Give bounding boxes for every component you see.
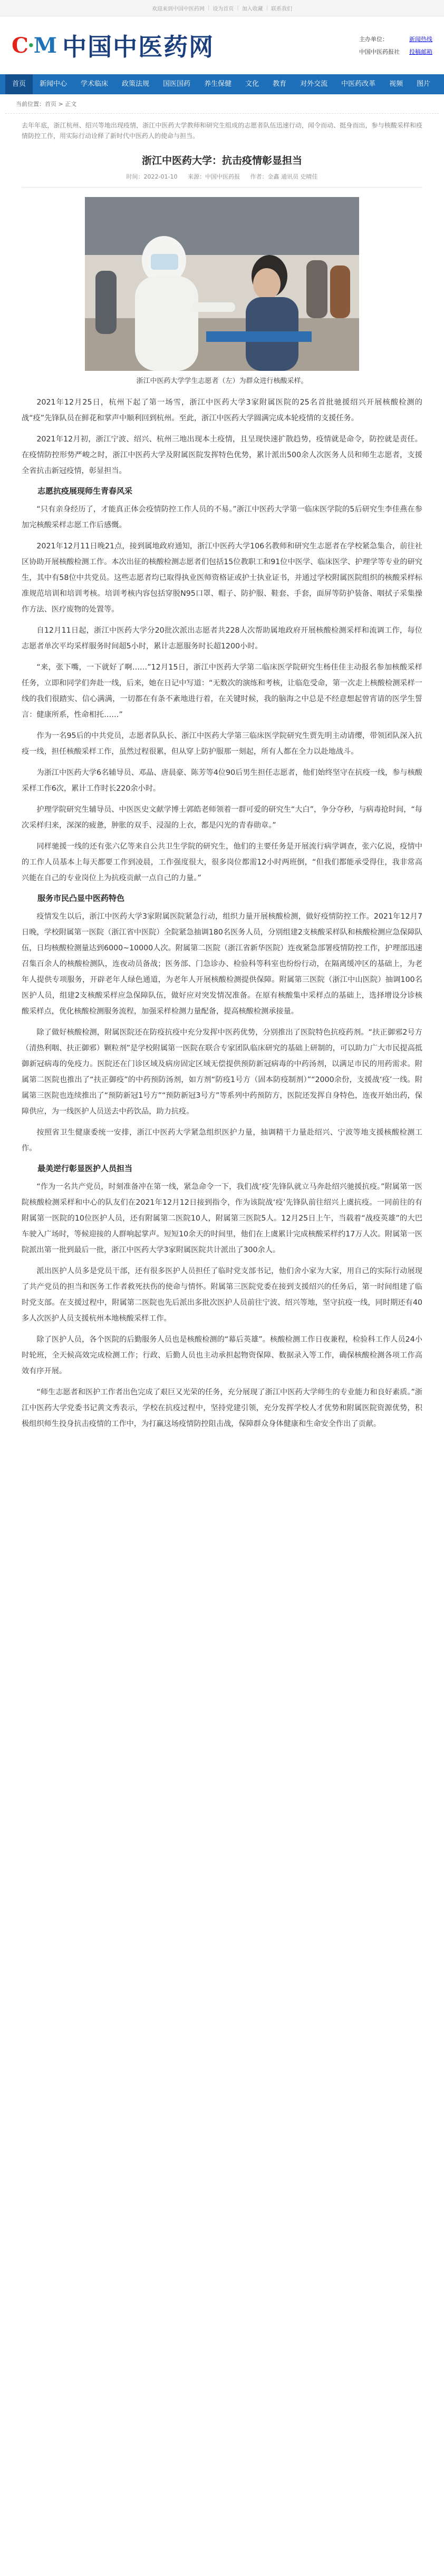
top-utility-bar — [0, 0, 444, 16]
nav-item-home[interactable]: 首页 — [5, 74, 33, 94]
paragraph: 2021年12月25日，杭州下起了第一场雪，浙江中医药大学3家附属医院的25名首批驰援绍兴开展核酸检测的战“疫”先锋队员在鲜花和掌声中顺利回到杭州。至此，浙江中医药大学圆满完成本轮疫情的支援任务。 — [22, 398, 422, 422]
section-heading: 服务市民凸显中医药特色 — [37, 893, 125, 903]
contact-link[interactable]: 联系我们 — [271, 6, 293, 12]
paragraph: 除了医护人员，各个医院的后勤服务人员也是核酸检测的“幕后英雄”。核酸检测工作日夜兼程，检验科工作人员24小时轮班，全天候高效完成检测工作；行政、后勤人员也主动承担起物资保障、数据录入等工作，确保核酸检测各项工作高效有序开展。 — [22, 1335, 422, 1375]
publish-time: 时间：2022-01-10 — [126, 173, 178, 180]
paragraph: “作为一名共产党员，时刻准备冲在第一线，紧急命令一下，我们战‘疫’先锋队就立马奔赴绍兴驰援抗疫。”附属第一医院核酸检测采样和中心的队友们在2021年12月12日接到指令，作为该院战‘疫’先锋队前往绍兴上虞抗疫。一同前往的有附属第一医院的10位医护人员，还有附属第二医院10人，附属第三医院5人。12月25日上午，当载着“战疫英雄”的大巴车驶入广场时，等候迎接的人群响起掌声。短短10余天的时间里，他们在上虞累计完成核酸采样约17万人次。附属第一医院派出第一批到最后一批，浙江中医药大学3家附属医院共计派出了300余人。 — [22, 1183, 422, 1254]
article-photo — [85, 197, 359, 371]
nav-item-photo[interactable]: 图片 — [417, 80, 431, 88]
nav-item-tcm[interactable]: 国医国药 — [163, 80, 191, 88]
paragraph: 2021年12月初，浙江宁波、绍兴、杭州三地出现本土疫情，且呈现快速扩散趋势，疫情就是命令，防控就是责任。在疫情防控形势严峻之时，浙江中医药大学及附属医院发挥特色优势，累计派出500余人次医务人员和师生志愿者，支援全省抗击新冠疫情，彰显担当。 — [22, 435, 422, 475]
paragraph: 自12月11日起，浙江中医药大学分20批次派出志愿者共228人次帮助属地政府开展核酸检测采样和流调工作，每位志愿者单次平均采样服务时间超5小时，累计志愿服务时长超1200小时。 — [22, 626, 422, 651]
nav-item-academic[interactable]: 学术临床 — [81, 80, 109, 88]
news-hotline-link[interactable]: 新闻热线 — [409, 36, 432, 43]
add-favorite-link[interactable]: 加入收藏 — [242, 6, 263, 12]
paragraph: “只有亲身经历了，才能真正体会疫情防控工作人员的不易。”浙江中医药大学第一临床医学院的5后研究生李佳燕在参加完核酸采样志愿工作后感慨。 — [22, 505, 422, 529]
paragraph: “师生志愿者和医护工作者出色完成了艰巨又光荣的任务，充分展现了浙江中医药大学师生的专业能力和良好素质。”浙江中医药大学党委书记黄文秀表示，学校在抗疫过程中，坚持党建引领，充分发挥学校人才优势和附属医院资源优势，积极组织师生投身抗击疫情的工作中，为打赢这场疫情防控阻击战，保障群众身体健康和生命安全作出了贡献。 — [22, 1388, 422, 1428]
set-homepage-link[interactable]: 设为首页 — [213, 6, 234, 12]
paragraph: 2021年12月11日晚21点，接到属地政府通知，浙江中医药大学106名教师和研究生志愿者在学校紧急集合，前往社区协助开展核酸检测工作。本次出征的核酸检测志愿者们包括15位教职工和91位中医学、临床医学、护理学等专业的研究生，其中有58位中共党员。这些志愿者均已取得执业医师资格证或护士执业证书，并通过学校附属医院组织的核酸采样标准规范培训和培训考核。培训考核内容包括穿脱N95口罩、帽子、防护服、鞋套、手套，面屏等防护装备、咽拭子采集操作方法、医疗废物的处置等。 — [22, 542, 422, 614]
main-nav — [0, 74, 444, 94]
header-info — [359, 35, 432, 56]
section-heading: 最美逆行彰显医护人员担当 — [37, 1164, 133, 1173]
host-name: 中国中医药报社 — [359, 48, 400, 55]
paragraph: 作为一名95后的中共党员，志愿者队队长、浙江中医药大学第三临床医学院研究生贾先明主动请缨，带领团队深入抗疫一线，担任核酸采样工作，虽然过程很累，但从穿上防护服那一刻起，所有人都在全力以赴地战斗。 — [22, 732, 422, 756]
article-source: 来源：中国中医药报 — [187, 173, 240, 180]
site-header — [0, 16, 444, 74]
paragraph: 护理学院研究生辅导员、中医医史文献学博士郭皓老师领着一群可爱的研究生“大白”，争分夺秒，与病毒抢时间，“每次采样归来，深深的疲惫，肿胀的双手、浸湿的上衣，都是闪光的青春勋章。” — [22, 805, 422, 830]
article-author: 作者：金鑫 通讯员 史晴佳 — [250, 173, 318, 180]
logo-title: 中国中医药网 — [62, 33, 215, 61]
article-title: 浙江中医药大学：抗击疫情彰显担当 — [141, 155, 302, 166]
separator: | — [207, 5, 210, 11]
paragraph: 派出医护人员多是党员干部，还有很多医护人员担任了临时党支部书记，他们舍小家为大家，用自己的实际行动展现了共产党员的担当和医务工作者救死扶伤的使命与情怀。附属第三医院党委在接到支援绍兴的任务后，第一时间组建了临时党支部。在支援过程中，附属第二医院也先后派出多批次医护人员前往宁波、绍兴等地，坚守抗疫一线，同时期还有40多人次医护人员支援杭州本地核酸采样工作。 — [22, 1267, 422, 1323]
article-meta — [22, 172, 422, 188]
separator: | — [266, 5, 268, 11]
nav-item-exchange[interactable]: 对外交流 — [300, 80, 328, 88]
nav-item-reform[interactable]: 中医药改革 — [341, 80, 376, 88]
paragraph: 为浙江中医药大学6名辅导员、邓晶、唐晨豪、陈芳等4位90后男生担任志愿者，他们始终坚守在抗疫一线，参与核酸采样工作6次，累计工作时长220余小时。 — [22, 769, 422, 793]
photo-caption: 浙江中医药大学学生志愿者（左）为群众进行核酸采样。 — [136, 377, 308, 385]
nav-item-video[interactable]: 视频 — [389, 80, 403, 88]
article-lead: 去年年底，浙江杭州、绍兴等地出现疫情，浙江中医药大学教师和研究生组成的志愿者队伍迅速行动，闻令而动、挺身而出，参与核酸采样和疫情防控工作，用实际行动诠释了新时代中医药人的使命与担当。 — [22, 122, 422, 140]
paragraph: 同样驰援一线的还有张六亿等来自公共卫生学院的研究生，他们的主要任务是开展流行病学调查，张六亿说，疫情中的工作人员基本上每天都要工作到凌晨，工作强度很大，很多岗位都需12小时两班倒，“但我们都能承受得住，我非常高兴能在自己的专业岗位上为抗疫贡献一点自己的力量。” — [22, 842, 422, 882]
submission-email-link[interactable]: 投稿邮箱 — [409, 48, 432, 55]
section-heading: 志愿抗疫展现师生青春风采 — [37, 486, 133, 496]
nav-item-news[interactable]: 新闻中心 — [40, 80, 67, 88]
separator: | — [237, 5, 239, 11]
host-label: 主办单位： — [359, 36, 388, 43]
paragraph: 按照省卫生健康委统一安排，浙江中医药大学紧急组织医护力量，抽调精干力量赴绍兴、宁波等地支援核酸检测工作。 — [22, 1128, 422, 1153]
paragraph: 除了做好核酸检测，附属医院还在防疫抗疫中充分发挥中医药优势，分别推出了医院特色抗疫药剂。“扶正御邪2号方（清热利咽、扶正御邪）颗粒剂”是学校附属第一医院在联合专家团队临床研究的基础上研制的，可以助力广大市民提高抵御新冠病毒的免疫力。医院还在门诊区域及病房固定区域无偿提供预防新冠病毒的中药汤剂，以满足市民的用药需求。附属第二医院也推出了“扶正御疫”的中药预防汤剂，如方剂“防疫1号方（固本防疫制剂）”“2000余份，支援战‘疫’一线。附属第三医院也连续推出了“预防新冠1号方”“预防新冠3号方”等系列中药预防方，医院还发挥自身特色，连夜开始出药，保障供应，为一线医护人员送去中药饮品，助力抗疫。 — [22, 1028, 422, 1116]
paragraph: “来，张下嘴，一下就好了啊……”12月15日，浙江中医药大学第二临床医学院研究生杨佳佳主动报名参加核酸采样任务，立即和同学们奔赴一线，后来，她在日记中写道：“无数次的演练和考核，让临危受命，第一次走上核酸检测采样一线的我们很踏实、信心满满，一切都在有条不紊地进行着，在关键时候，我的脑海之中总是不经意想起曾宵请的医学生誓言：健康所系，性命相托……” — [22, 663, 422, 719]
nav-item-policy[interactable]: 政策法规 — [122, 80, 150, 88]
nav-item-health[interactable]: 养生保健 — [204, 80, 232, 88]
breadcrumb: 当前位置：首页 > 正文 — [5, 94, 439, 114]
site-logo[interactable] — [12, 28, 214, 63]
welcome-text: 欢迎来到中国中医药网 — [151, 6, 205, 12]
article-body — [22, 114, 422, 1432]
logo-mark: C·M — [12, 33, 56, 58]
nav-item-culture[interactable]: 文化 — [245, 80, 259, 88]
photo-illustration — [85, 197, 359, 371]
paragraph: 疫情发生以后，浙江中医药大学3家附属医院紧急行动，组织力量开展核酸检测，做好疫情防控工作。2021年12月7日晚，学校附属第一医院（浙江省中医院）全院紧急抽调180名医务人员，分别组建2支核酸采样队和核酸检测应急保障队伍，日均核酸检测量达到6000~10000人次。附属第二医院（浙江省新华医院）连夜紧急部署疫情防控工作，护理部迅速召集百余人的核酸检测队，连夜动员备战；医务部、门急诊办、检验科等科室也纷纷行动，在隔离缓冲区的基础上，为老年人提供专项服务，开辟老年人绿色通道，为老年人开展核酸检测提供保障。附属第三医院（浙江中山医院）抽调100名医护人员，组建2支核酸采样应急保障队伍，做好应对突发情况准备。在原有核酸集中采样点的基础上，选择增设分诊核酸采样点，优化核酸检测服务流程，加强采样检测力量配备，提高核酸检测承接量。 — [22, 912, 422, 1016]
nav-item-education[interactable]: 教育 — [273, 80, 287, 88]
